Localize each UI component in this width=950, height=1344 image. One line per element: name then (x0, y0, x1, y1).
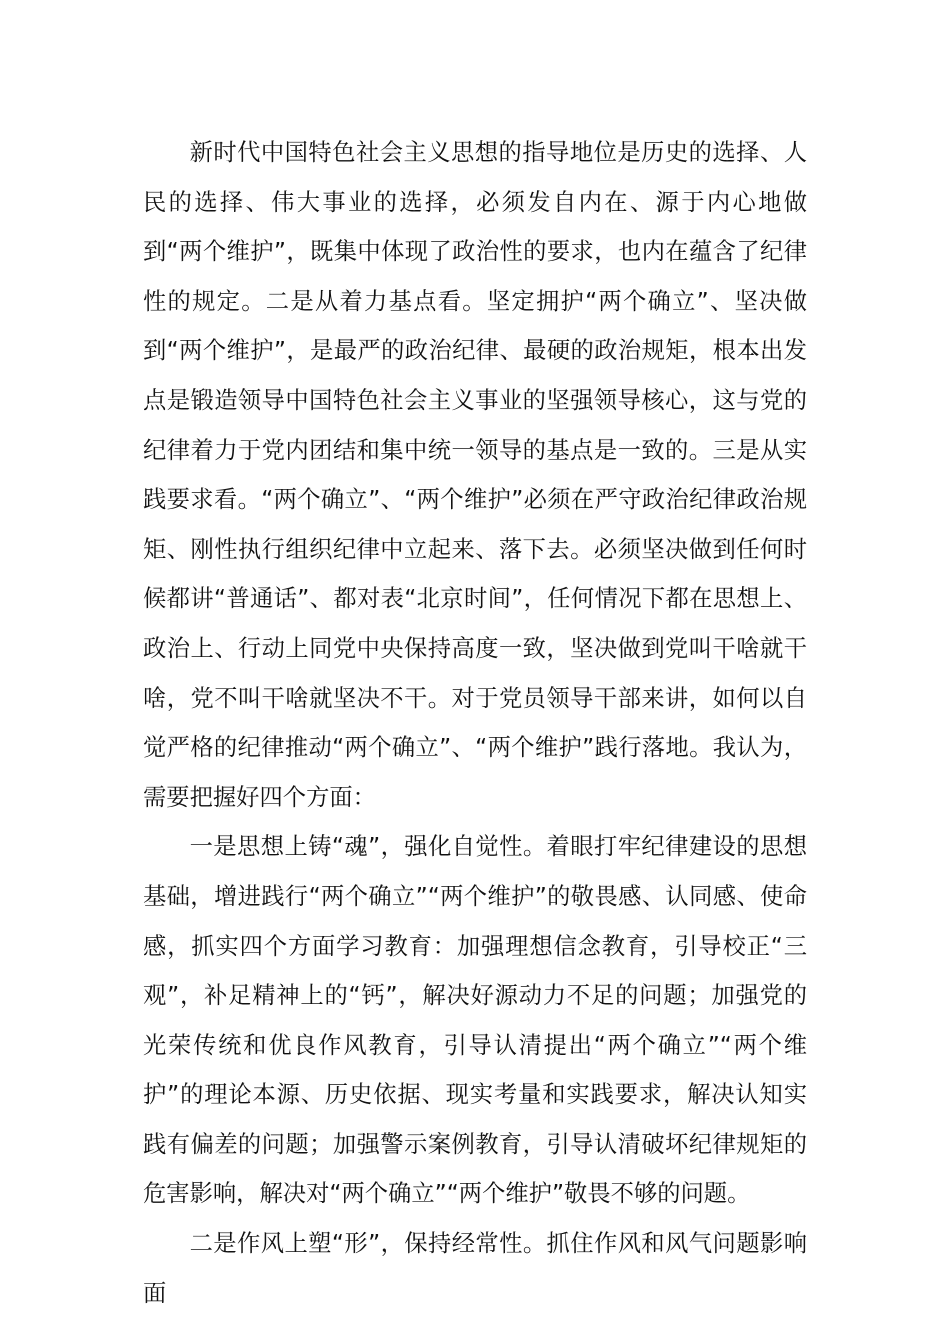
document-body (143, 128, 807, 1318)
paragraph-1: 新时代中国特色社会主义思想的指导地位是历史的选择、人民的选择、伟大事业的选择，必须发自内在、源于内心地做到“两个维护”，既集中体现了政治性的要求，也内在蕴含了纪律性的规定。二是从着力基点看。坚定拥护“两个确立”、坚决做到“两个维护”，是最严的政治纪律、最硬的政治规矩，根本出发点是锻造领导中国特色社会主义事业的坚强领导核心，这与党的纪律着力于党内团结和集中统一领导的基点是一致的。三是从实践要求看。“两个确立”、“两个维护”必须在严守政治纪律政治规矩、刚性执行组织纪律中立起来、落下去。必须坚决做到任何时候都讲“普通话”、都对表“北京时间”，任何情况下都在思想上、政治上、行动上同党中央保持高度一致，坚决做到党叫干啥就干啥，党不叫干啥就坚决不干。对于党员领导干部来讲，如何以自觉严格的纪律推动“两个确立”、“两个维护”践行落地。我认为，需要把握好四个方面： (143, 139, 807, 811)
paragraph-2: 一是思想上铸“魂”，强化自觉性。着眼打牢纪律建设的思想基础，增进践行“两个确立”“两个维护”的敬畏感、认同感、使命感，抓实四个方面学习教育：加强理想信念教育，引导校正“三观”，补足精神上的“钙”，解决好源动力不足的问题；加强党的光荣传统和优良作风教育，引导认清提出“两个确立”“两个维护”的理论本源、历史依据、现实考量和实践要求，解决认知实践有偏差的问题；加强警示案例教育，引导认清破坏纪律规矩的危害影响，解决对“两个确立”“两个维护”敬畏不够的问题。 (143, 833, 807, 1208)
paragraph-3: 二是作风上塑“形”，保持经常性。抓住作风和风气问题影响面 (143, 1230, 807, 1307)
